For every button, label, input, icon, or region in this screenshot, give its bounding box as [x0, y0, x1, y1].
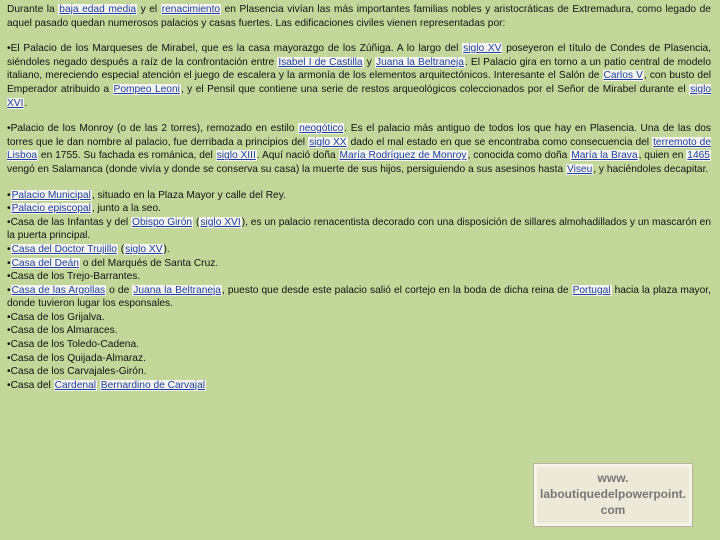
text: , situado en la Plaza Mayor y calle del Rey.: [91, 189, 286, 201]
text: •Casa de los Trejo-Barrantes.: [7, 271, 141, 283]
text: , y el Pensil que contiene una serie de restos arqueológicos coleccionados por el Señor de Mirabel durante el: [180, 83, 690, 95]
list-item: [7, 352, 711, 366]
text: y: [363, 56, 376, 68]
link-bernardino-de-carvajal[interactable]: Bernardino de Carvajal: [100, 379, 205, 391]
link-palacio-municipal[interactable]: Palacio Municipal: [11, 189, 91, 201]
link-juana-la-beltraneja[interactable]: Juana la Beltraneja: [376, 56, 464, 68]
watermark-line: www.: [597, 471, 629, 485]
text: vengó en Salamanca (donde vivía y donde se conserva su casa) la muerte de sus hijos, persiguiendo a sus asesinos hasta: [7, 163, 566, 175]
text: , puesto que desde este palacio salió el cortejo en la boda de dicha reina de: [221, 284, 572, 296]
text: hacia la plaza mayor, donde tuvieron lugar los esponsales.: [7, 284, 711, 310]
link-terremoto-de-lisboa[interactable]: terremoto de Lisboa: [7, 136, 712, 162]
text: (: [193, 216, 200, 228]
text: Durante la: [7, 4, 59, 15]
link-casa-del-doctor-trujillo[interactable]: Casa del Doctor Trujillo: [11, 243, 117, 255]
link-maria-la-brava[interactable]: María la Brava: [571, 150, 638, 162]
text: poseyeron el título de Condes de Plasencia, siéndoles negado después a raíz de la confrontación entre: [7, 43, 711, 68]
link-carlos-v[interactable]: Carlos V: [603, 70, 643, 82]
list-item: [7, 379, 711, 393]
text: o del Marqués de Santa Cruz.: [79, 257, 219, 269]
buildings-list: [7, 189, 711, 393]
link-casa-del-dean[interactable]: Casa del Deán: [11, 257, 79, 269]
text: •Casa de los Grijalva.: [7, 311, 105, 323]
link-baja-edad-media[interactable]: baja edad media: [59, 4, 137, 15]
watermark-line: com: [600, 503, 626, 517]
text: , y haciéndoles decapitar.: [593, 163, 709, 175]
document-body: [7, 3, 711, 392]
link-siglo-xv[interactable]: siglo XV: [463, 43, 502, 55]
text: •Casa del: [7, 379, 54, 391]
list-item: [7, 202, 711, 216]
text: o de: [106, 284, 133, 296]
link-siglo-xvi[interactable]: siglo XVI: [200, 216, 241, 228]
text: .: [24, 97, 28, 109]
link-siglo-xx[interactable]: siglo XX: [309, 136, 347, 148]
list-item: [7, 311, 711, 325]
list-item: [7, 324, 711, 338]
text: •Casa de las Infantas y del: [7, 216, 132, 228]
watermark-line: laboutiquedelpowerpoint.: [540, 487, 686, 501]
text: , junto a la seo.: [91, 203, 161, 215]
text: dado el mal estado en que se encontraba como consecuencia del: [347, 136, 653, 148]
text: •El Palacio de los Marqueses de Mirabel, que es la casa mayorazgo de los Zúñiga. A lo largo del: [7, 43, 463, 55]
text: ).: [163, 243, 170, 255]
link-pompeo-leoni[interactable]: Pompeo Leoni: [113, 83, 180, 95]
bullet: •: [7, 257, 11, 269]
link-cardenal[interactable]: Cardenal: [54, 379, 96, 391]
text: , quien en: [638, 150, 687, 162]
bullet: •: [7, 189, 11, 201]
text: en 1755. Su fachada es románica, del: [38, 150, 216, 162]
link-casa-de-las-argollas[interactable]: Casa de las Argollas: [11, 284, 106, 296]
link-juana-la-beltraneja[interactable]: Juana la Beltraneja: [133, 284, 221, 296]
monroy-paragraph: [7, 122, 711, 176]
link-portugal[interactable]: Portugal: [572, 284, 611, 296]
link-neogotico[interactable]: neogótico: [299, 123, 344, 135]
list-item: [7, 243, 711, 257]
mirabel-paragraph: [7, 42, 711, 110]
text: . Aquí nació doña: [256, 150, 339, 162]
link-siglo-xvi[interactable]: siglo XVI: [7, 83, 712, 109]
text: . Es el palacio más antiguo de todos los que hay en Plasencia. Una de las dos torres que le dan nombre al palacio, fue derribada a principios del: [7, 123, 712, 148]
link-obispo-giron[interactable]: Obispo Girón: [132, 216, 193, 228]
list-item: [7, 284, 711, 311]
link-isabel-i-de-castilla[interactable]: Isabel I de Castilla: [278, 56, 363, 68]
list-item: [7, 338, 711, 352]
text: •Casa de los Toledo-Cadena.: [7, 339, 139, 351]
text: en Plasencia vivían las más importantes familias nobles y aristocráticas de Extremadura, como legado de aquel pasado quedan numerosos palacios y casas fuertes. Las edificaciones civiles vienen representadas por:: [7, 4, 711, 29]
link-siglo-xv[interactable]: siglo XV: [125, 243, 163, 255]
list-item: [7, 270, 711, 284]
watermark-logo: [533, 463, 693, 527]
list-item: [7, 189, 711, 203]
bullet: •: [7, 284, 11, 296]
link-viseu[interactable]: Viseu: [566, 163, 593, 175]
text: •Casa de los Quijada-Almaraz.: [7, 352, 146, 364]
link-maria-rodriguez-de-monroy[interactable]: María Rodríguez de Monroy: [339, 150, 467, 162]
text: . El Palacio gira en torno a un patio central de modelo italiano, mereciendo especial atención el juego de escalera y la armonía de los elementos arquitectónicos. Interesante el Salón de: [7, 56, 711, 82]
text: •Palacio de los Monroy (o de las 2 torres), remozado en estilo: [7, 123, 299, 135]
text: , con busto del Emperador atribuido a: [7, 70, 711, 95]
link-renacimiento[interactable]: renacimiento: [161, 4, 221, 15]
bullet: •: [7, 203, 11, 215]
bullet: •: [7, 243, 11, 255]
text: y el: [137, 4, 161, 15]
text: ), es un palacio renacentista decorado con una disposición de sillares almohadillados y un mascarón en la puerta principal.: [7, 216, 712, 242]
list-item: [7, 257, 711, 271]
link-siglo-xiii[interactable]: siglo XIII: [216, 150, 256, 162]
text: •Casa de los Carvajales-Girón.: [7, 366, 147, 378]
link-palacio-episcopal[interactable]: Palacio episcopal: [11, 203, 91, 215]
text: (: [117, 243, 125, 255]
intro-paragraph: [7, 3, 711, 30]
link-1465[interactable]: 1465: [687, 150, 710, 162]
list-item: [7, 216, 711, 243]
text: , conocida como doña: [467, 150, 571, 162]
text: •Casa de los Almaraces.: [7, 325, 118, 337]
list-item: [7, 365, 711, 379]
